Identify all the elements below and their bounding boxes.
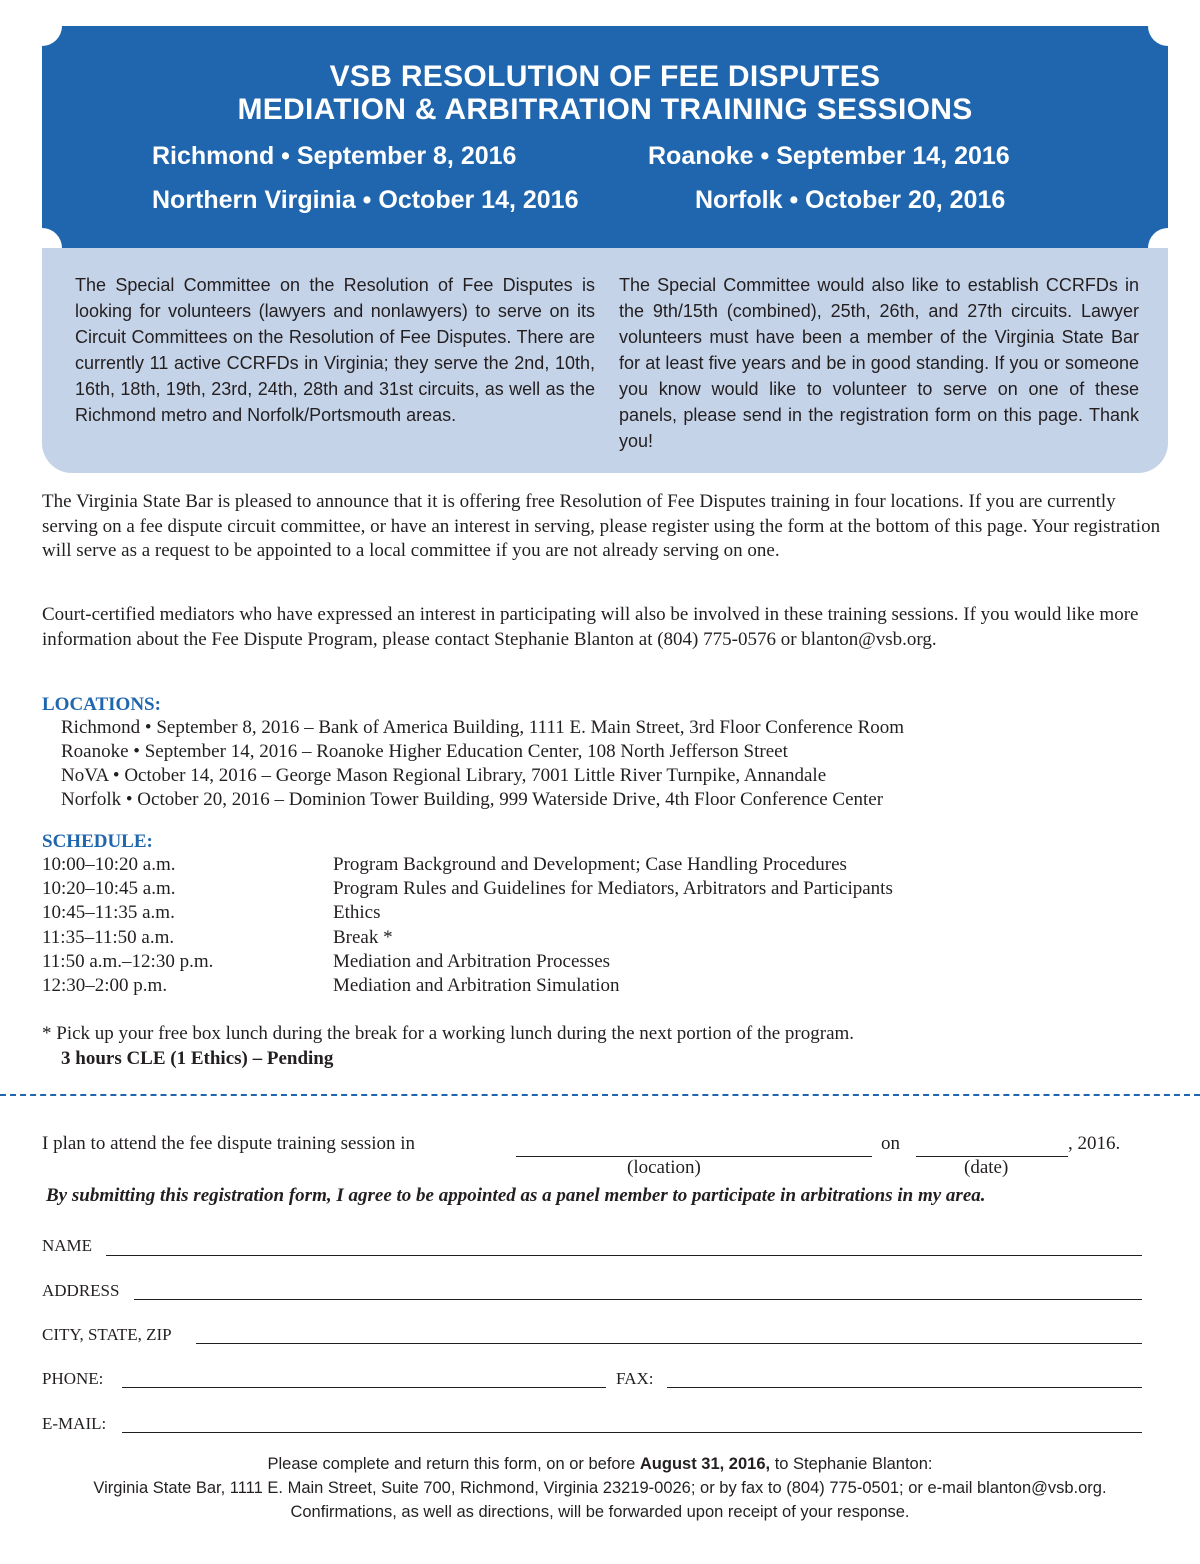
location-item: Richmond • September 8, 2016 – Bank of America Building, 1111 E. Main Street, 3rd Floor Conference Room <box>61 717 905 738</box>
return-deadline: August 31, 2016, <box>639 1455 771 1473</box>
corner-notch <box>22 6 62 46</box>
phone-field[interactable] <box>122 1387 606 1388</box>
return-suffix: to Stephanie Blanton: <box>774 1455 933 1473</box>
location-item: NoVA • October 14, 2016 – George Mason Regional Library, 7001 Little River Turnpike, Annandale <box>61 765 827 786</box>
session-roanoke: Roanoke • September 14, 2016 <box>648 142 1010 170</box>
name-label: NAME <box>42 1236 93 1255</box>
schedule-desc: Ethics <box>333 902 381 923</box>
attend-year: , 2016. <box>1068 1133 1121 1154</box>
cut-line <box>0 1094 1200 1096</box>
locations-heading: LOCATIONS: <box>42 694 161 715</box>
fax-field[interactable] <box>667 1387 1142 1388</box>
location-item: Norfolk • October 20, 2016 – Dominion Tower Building, 999 Waterside Drive, 4th Floor Conference Center <box>61 789 884 810</box>
session-richmond: Richmond • September 8, 2016 <box>152 142 517 170</box>
header-banner <box>42 26 1168 248</box>
location-caption: (location) <box>627 1157 701 1178</box>
schedule-time: 12:30–2:00 p.m. <box>42 975 168 996</box>
attend-on: on <box>881 1133 900 1154</box>
name-field[interactable] <box>106 1255 1142 1256</box>
announcement-paragraph: The Virginia State Bar is pleased to announce that it is offering free Resolution of Fee Disputes training in four locations. If you are currently serving on a fee dispute circuit committee, or have an interest in serving, please register using the form at the bottom of this page. Your registration will serve as a request to be appointed to a local committee if you are not already serving on one. <box>42 491 1161 561</box>
fax-label: FAX: <box>616 1369 654 1388</box>
schedule-time: 10:00–10:20 a.m. <box>42 854 176 875</box>
intro-left-text: The Special Committee on the Resolution of Fee Disputes is looking for volunteers (lawyers and nonlawyers) to serve on its Circuit Committees on the Resolution of Fee Disputes. There are currently 11 active CCRFDs in Virginia; they serve the 2nd, 10th, 16th, 18th, 19th, 23rd, 24th, 28th and 31st circuits, as well as the Richmond metro and Norfolk/Portsmouth areas. <box>75 275 595 425</box>
agreement-statement: By submitting this registration form, I agree to be appointed as a panel member to participate in arbitrations in my area. <box>46 1185 986 1206</box>
lunch-note: * Pick up your free box lunch during the break for a working lunch during the next portion of the program. <box>42 1023 855 1044</box>
address-field[interactable] <box>134 1299 1142 1300</box>
attend-prefix: I plan to attend the fee dispute training session in <box>42 1133 416 1154</box>
intro-right-text: The Special Committee would also like to establish CCRFDs in the 9th/15th (combined), 25th, 26th, and 27th circuits. Lawyer volunteers must have been a member of the Virginia State Bar for at least five years and be in good standing. If you or someone you know would like to volunteer to serve on one of these panels, please send in the registration form on this page. Thank you! <box>619 275 1139 451</box>
phone-label: PHONE: <box>42 1369 104 1388</box>
email-label: E-MAIL: <box>42 1414 107 1433</box>
email-field[interactable] <box>122 1432 1142 1433</box>
schedule-desc: Break * <box>333 927 393 948</box>
mediators-paragraph: Court-certified mediators who have expressed an interest in participating will also be involved in these training sessions. If you would like more information about the Fee Dispute Program, please contact Stephanie Blanton at (804) 775-0576 or blanton@vsb.org. <box>42 604 1139 650</box>
address-label: ADDRESS <box>42 1281 120 1300</box>
schedule-time: 10:20–10:45 a.m. <box>42 878 176 899</box>
schedule-desc: Mediation and Arbitration Simulation <box>333 975 620 996</box>
schedule-desc: Mediation and Arbitration Processes <box>333 951 611 972</box>
page-title: VSB RESOLUTION OF FEE DISPUTES <box>329 60 881 93</box>
schedule-desc: Program Rules and Guidelines for Mediators, Arbitrators and Participants <box>333 878 893 899</box>
cle-credit: 3 hours CLE (1 Ethics) – Pending <box>61 1048 334 1069</box>
schedule-heading: SCHEDULE: <box>42 831 153 852</box>
session-norfolk: Norfolk • October 20, 2016 <box>695 186 1006 214</box>
location-item: Roanoke • September 14, 2016 – Roanoke Higher Education Center, 108 North Jefferson Street <box>61 741 788 762</box>
return-instructions <box>0 1455 1200 1474</box>
confirmation-note: Confirmations, as well as directions, will be forwarded upon receipt of your response. <box>290 1503 910 1521</box>
city-state-zip-field[interactable] <box>196 1343 1142 1344</box>
schedule-time: 10:45–11:35 a.m. <box>42 902 175 923</box>
corner-notch <box>1148 6 1188 46</box>
schedule-desc: Program Background and Development; Case Handling Procedures <box>333 854 847 875</box>
date-caption: (date) <box>964 1157 1009 1178</box>
session-northern-virginia: Northern Virginia • October 14, 2016 <box>152 186 579 214</box>
schedule-time: 11:35–11:50 a.m. <box>42 927 175 948</box>
city-state-zip-label: CITY, STATE, ZIP <box>42 1325 172 1344</box>
page-subtitle: MEDIATION & ARBITRATION TRAINING SESSIONS <box>237 93 973 126</box>
schedule-time: 11:50 a.m.–12:30 p.m. <box>42 951 214 972</box>
mailing-address: Virginia State Bar, 1111 E. Main Street, Suite 700, Richmond, Virginia 23219-0026; or by fax to (804) 775-0501; or e-mail blanton@vsb.org. <box>93 1479 1107 1497</box>
return-prefix: Please complete and return this form, on or before <box>267 1455 636 1473</box>
